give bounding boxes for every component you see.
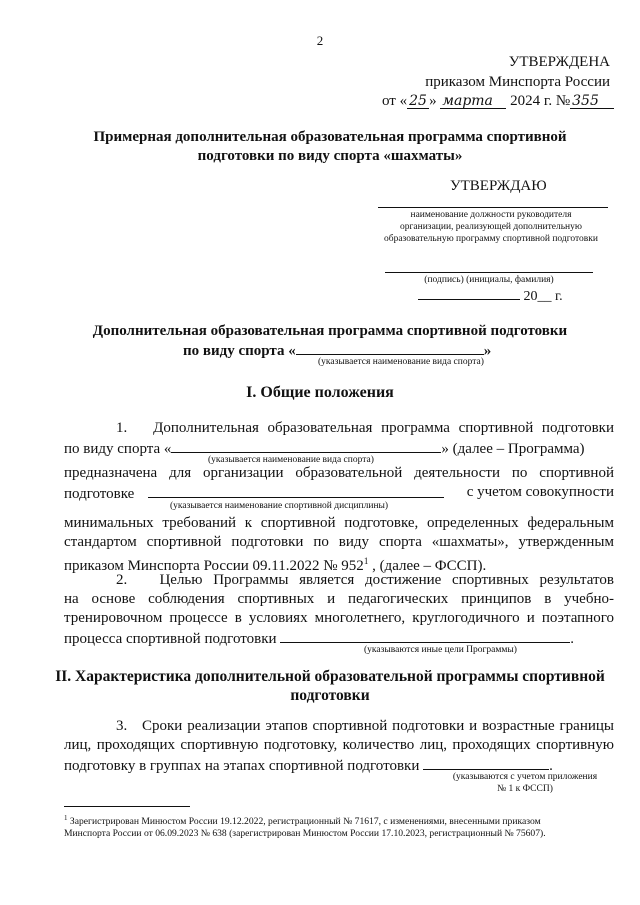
page-number: 2 <box>316 33 324 48</box>
p3-line2: лиц, проходящих спортивную подготовку, количество лиц, проходящих спортивную <box>64 737 614 753</box>
sport-caption: (указывается наименование вида спорта) <box>318 357 484 367</box>
year-text: 2024 г. № <box>510 93 571 109</box>
approval-date-line <box>382 93 614 110</box>
date-prefix: от « <box>382 93 408 109</box>
signature-caption: (подпись) (инициалы, фамилия) <box>424 275 554 285</box>
approval-block <box>364 52 610 92</box>
footnote: $^1$ Зарегистрирован Минюстом России 19.12.2022, регистрационный № 71617, с изменениями, внесенными приказом Минспорта России от 06.09.2023 № 638 (зарегистрирован Минюстом России 17.10.2023, регистрационный № 75607). <box>64 814 546 840</box>
p1-line3: предназначена для организации образовательной деятельности по спортивной <box>64 465 614 481</box>
p1-line6: стандартом спортивной подготовки по виду спорта «шахматы», утвержденным <box>64 534 614 550</box>
approval-title: УТВЕРЖДЕНА <box>508 54 610 70</box>
p3-caption: (указываются с учетом приложения № 1 к ФССП) <box>452 772 598 794</box>
p1-caption1: (указывается наименование вида спорта) <box>208 455 374 465</box>
p2-line3: тренировочном процессе в условиях многолетнего, круглогодичного и поэтапного <box>64 610 614 626</box>
program-title-line1: Примерная дополнительная образовательная программа спортивной <box>93 129 567 145</box>
p1-line7: приказом Минспорта России 09.11.2022 № $952^1$ , (далее – ФССП). <box>64 556 487 574</box>
utverzhdayu-title: УТВЕРЖДАЮ <box>450 178 547 194</box>
p2-line2: на основе соблюдения спортивных и педагогических принципов в учебно- <box>64 591 614 607</box>
handwritten-number: 355 <box>570 94 614 109</box>
dop-program-title: Дополнительная образовательная программа спортивной подготовки <box>92 323 568 339</box>
position-caption: наименование должности руководителя организации, реализующей дополнительную образовательную программу спортивной подготовки <box>383 210 598 244</box>
date-blank <box>418 285 520 300</box>
footnote-separator <box>64 806 190 807</box>
program-title <box>60 128 600 166</box>
position-line <box>378 207 608 208</box>
p3-line1: 3. Сроки реализации этапов спортивной подготовки и возрастные границы <box>116 718 614 734</box>
signature-line <box>385 272 593 273</box>
p1-line5: минимальных требований к спортивной подготовке, определенных федеральным <box>64 515 614 531</box>
approval-order-line: приказом Минспорта России <box>425 74 610 90</box>
section2-title: II. Характеристика дополнительной образовательной программы спортивной подготовки <box>55 668 605 704</box>
sport-blank-2 <box>171 438 441 453</box>
section1-title: I. Общие положения <box>246 384 394 401</box>
p1-line1: 1. Дополнительная образовательная программа спортивной подготовки <box>116 420 614 436</box>
p2-line4: процесса спортивной подготовки . <box>64 628 614 649</box>
footnote-ref: 1 <box>363 556 369 566</box>
p2-line1: 2. Целью Программы является достижение спортивных результатов <box>116 572 614 588</box>
date-quote: » <box>429 93 437 109</box>
handwritten-month: марта <box>440 94 506 109</box>
p1-line4: подготовке с учетом совокупности <box>64 484 614 502</box>
sport-blank <box>296 340 484 355</box>
p1-caption2: (указывается наименование спортивной дисциплины) <box>170 501 389 511</box>
p2-caption: (указываются иные цели Программы) <box>364 645 517 655</box>
dop-program-sport-line: по виду спорта « » <box>183 340 491 361</box>
handwritten-day: 25 <box>407 94 429 109</box>
goals-blank <box>280 628 570 643</box>
date-suffix: 20__ г. <box>523 289 563 304</box>
approval-date-field <box>418 285 563 305</box>
p1-line2: по виду спорта « » (далее – Программа) <box>64 438 614 459</box>
p3-line3: подготовку в группах на этапах спортивной подготовки . <box>64 755 614 776</box>
program-title-line2: подготовки по виду спорта «шахматы» <box>197 148 463 164</box>
discipline-blank <box>148 483 444 498</box>
groups-blank <box>423 755 549 770</box>
